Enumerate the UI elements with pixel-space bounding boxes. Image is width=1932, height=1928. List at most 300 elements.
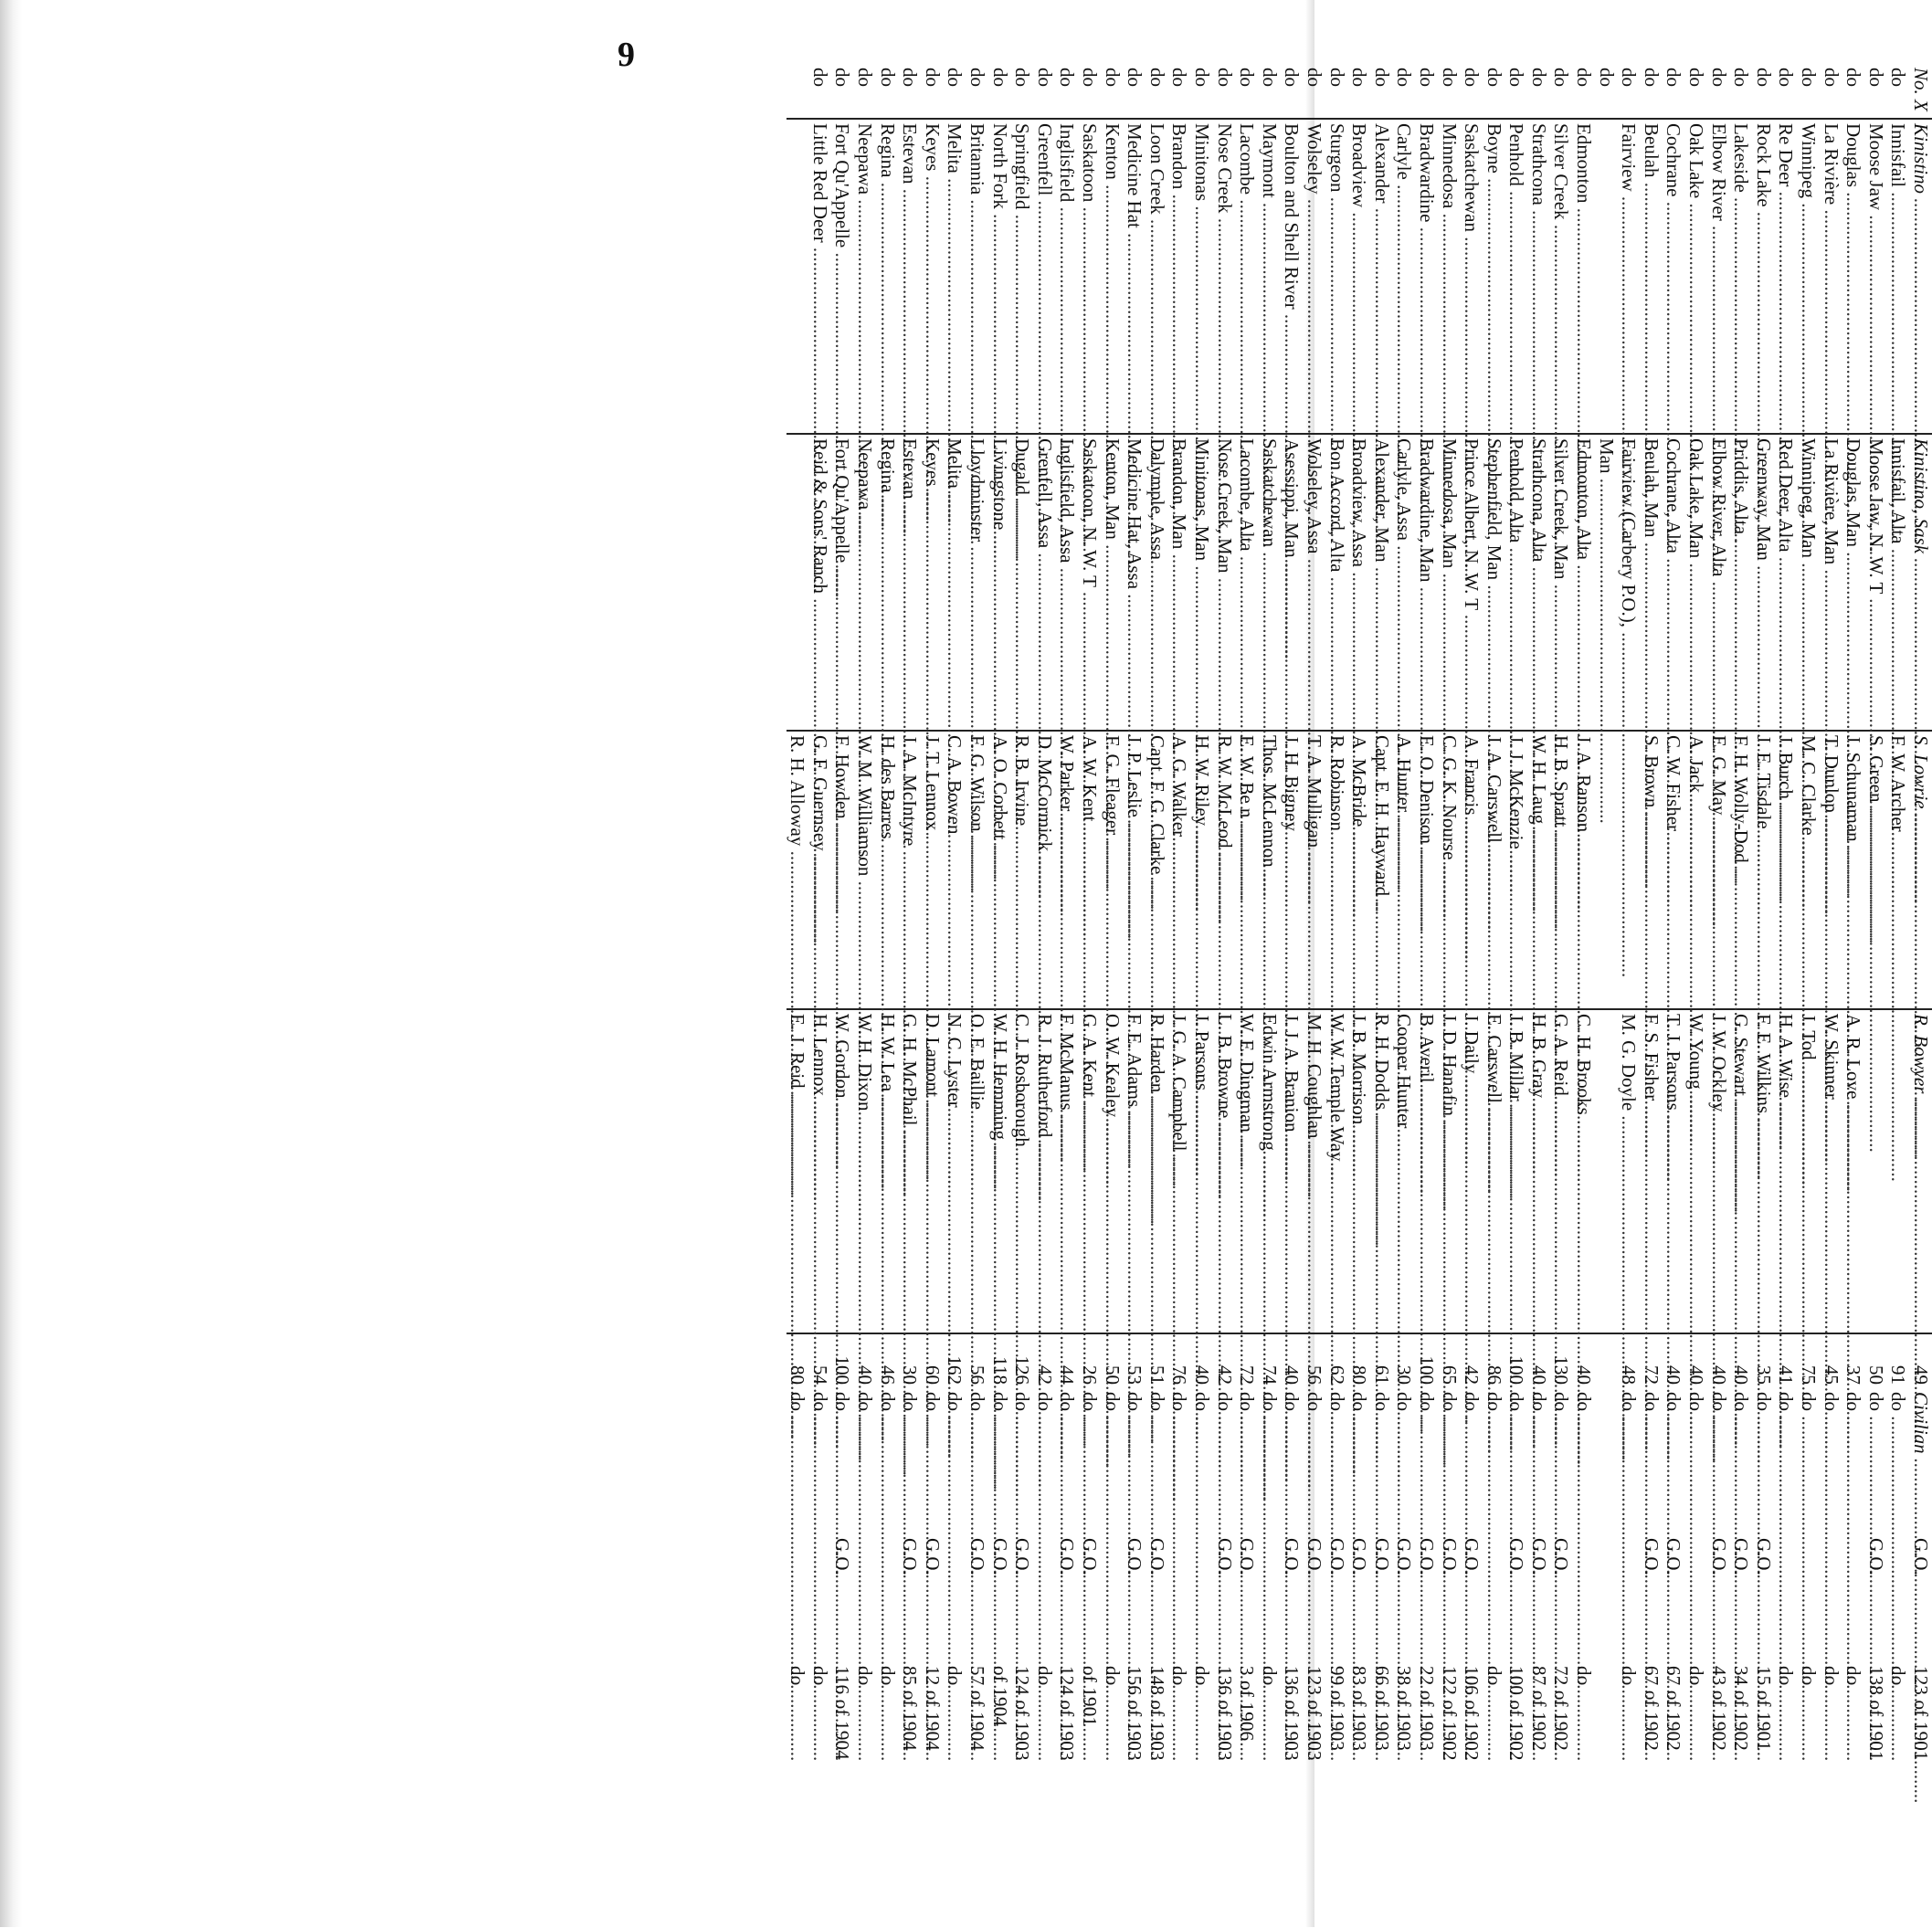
class-cell: do .....: [921, 1388, 944, 1534]
ledger-row: [1236, 64, 1259, 1927]
association-name-cell: Rock Lake .....: [1752, 119, 1775, 434]
row-number-cell: do: [1393, 68, 1416, 87]
association-name-cell: Inglisfield .....: [1056, 119, 1079, 434]
order-reference-cell: do: [854, 1666, 877, 1686]
row-number-cell: do: [944, 68, 966, 87]
class-cell: do .....: [1415, 1388, 1438, 1534]
address-cell: Lloydminster .....: [966, 434, 988, 731]
member-count-cell: 56: [966, 1333, 988, 1388]
row-number-cell: do: [1864, 68, 1887, 87]
ledger-row: [1438, 64, 1461, 1927]
representative-cell: A. Jack .....: [1684, 731, 1707, 1009]
ledger-row: [1887, 64, 1910, 1927]
association-name-cell: Neepawa .....: [854, 119, 877, 434]
order-reference-cell: do: [1887, 1666, 1910, 1686]
association-name-cell: Fort Qu'Appelle .....: [831, 119, 854, 434]
association-name-cell: Boulton and Shell River .....: [1281, 119, 1304, 434]
association-name-cell: Wolseley .....: [1303, 119, 1325, 434]
order-reference-cell: 124 of 1903: [1056, 1666, 1079, 1761]
member-count-cell: [1595, 1333, 1618, 1388]
row-number-cell: do: [1752, 68, 1775, 87]
order-reference-cell: 38 of 1903: [1393, 1666, 1416, 1751]
class-cell: do .....: [1842, 1388, 1865, 1534]
association-name-cell: Keyes .....: [921, 119, 944, 434]
class-cell: do .....: [1348, 1388, 1371, 1534]
ledger-row: [944, 64, 966, 1927]
association-name-cell: Medicine Hat .....: [1124, 119, 1146, 434]
class-cell: do .....: [966, 1388, 988, 1534]
ledger-body: [787, 64, 1932, 1927]
row-number-cell: do: [1730, 68, 1753, 87]
class-cell: do .....: [1483, 1388, 1505, 1534]
class-cell: do .....: [1820, 1388, 1842, 1534]
order-reference-cell: 138 of 1901: [1864, 1666, 1887, 1761]
address-cell: Prince Albert, N. W. T .....: [1461, 434, 1483, 731]
member-count-cell: 40: [1190, 1333, 1213, 1388]
address-cell: Saskatoon, N. W. T .....: [1078, 434, 1101, 731]
ledger-row: [1213, 64, 1236, 1927]
order-reference-cell: [1595, 1662, 1618, 1927]
row-number-cell: do: [966, 68, 989, 87]
authority-cell: G.O.: [1864, 1538, 1887, 1575]
class-cell: do .....: [1078, 1388, 1101, 1534]
order-reference-cell: do: [1820, 1666, 1842, 1686]
member-count-cell: 130: [1550, 1333, 1573, 1388]
address-cell: Penhold, Alta .....: [1505, 434, 1528, 731]
secretary-cell: D. Lamont .....: [921, 1009, 944, 1333]
secretary-cell: F. McManus .....: [1056, 1009, 1079, 1333]
secretary-cell: J. Parsons .....: [1190, 1009, 1213, 1333]
row-number-cell: do: [831, 68, 854, 87]
member-count-cell: 86: [1483, 1333, 1505, 1388]
ledger-row: [1663, 64, 1685, 1927]
representative-cell: F. Howden .....: [831, 731, 854, 1009]
row-number-cell: do: [1618, 68, 1641, 87]
order-reference-cell: 3 of 1906: [1236, 1666, 1259, 1742]
association-name-cell: Silver Creek .....: [1550, 119, 1573, 434]
order-reference-cell: do: [1573, 1666, 1596, 1686]
ledger-row: [1775, 64, 1798, 1927]
ledger-row: [1415, 64, 1438, 1927]
row-number-cell: do: [988, 68, 1011, 87]
authority-cell: G.O.: [1910, 1538, 1932, 1575]
member-count-cell: 49: [1909, 1333, 1932, 1388]
representative-cell: W. H. Laug .....: [1527, 731, 1550, 1009]
secretary-cell: A. R. Love .....: [1842, 1009, 1865, 1333]
order-reference-cell: do: [1798, 1666, 1821, 1686]
row-number-cell: [787, 64, 809, 119]
row-number-cell: do: [1101, 68, 1124, 87]
address-cell: Strathcona, Alta .....: [1527, 434, 1550, 731]
secretary-cell: G. A. Kent .....: [1078, 1009, 1101, 1333]
authority-cell: G.O.: [921, 1538, 944, 1575]
secretary-cell: T. J. Parsons .....: [1663, 1009, 1685, 1333]
order-reference-cell: 148 of 1903: [1145, 1666, 1168, 1761]
member-count-cell: 40: [1663, 1333, 1685, 1388]
row-number-cell: do: [876, 68, 899, 87]
row-number-cell: do: [1258, 68, 1281, 87]
order-reference-cell: do: [808, 1666, 831, 1686]
row-number-cell: do: [1663, 68, 1685, 87]
member-count-cell: 40: [1527, 1333, 1550, 1388]
authority-cell: G.O.: [1213, 1538, 1236, 1575]
address-cell: Broadview, Assa .....: [1348, 434, 1371, 731]
order-reference-cell: do: [1842, 1666, 1865, 1686]
member-count-cell: 74: [1258, 1333, 1281, 1388]
class-cell: do .....: [1303, 1388, 1325, 1534]
class-cell: do .....: [1236, 1388, 1259, 1534]
row-number-cell: do: [921, 68, 944, 87]
member-count-cell: 72: [1640, 1333, 1663, 1388]
secretary-cell: J. Tod .....: [1797, 1009, 1820, 1333]
secretary-cell: [1595, 1009, 1618, 1333]
authority-cell: G.O.: [1730, 1538, 1753, 1575]
ledger-row: [1618, 64, 1641, 1927]
class-cell: do .....: [1101, 1388, 1124, 1534]
row-number-cell: do: [1483, 68, 1505, 87]
row-number-cell: do: [1281, 68, 1304, 87]
member-count-cell: 76: [1168, 1333, 1191, 1388]
address-cell: Melita .....: [944, 434, 966, 731]
authority-cell: G.O.: [1415, 1538, 1438, 1575]
address-cell: Edmonton, Alta .....: [1573, 434, 1596, 731]
secretary-cell: W. Young .....: [1684, 1009, 1707, 1333]
address-cell: Elbow River, Alta .....: [1707, 434, 1730, 731]
order-reference-cell: 67 of 1902: [1663, 1666, 1685, 1751]
member-count-cell: 100: [1505, 1333, 1528, 1388]
association-name-cell: Saskatoon .....: [1078, 119, 1101, 434]
class-cell: do .....: [1281, 1388, 1304, 1534]
representative-cell: S. Green .....: [1864, 731, 1887, 1009]
ledger-row: [1168, 64, 1191, 1927]
association-name-cell: Minitonas .....: [1190, 119, 1213, 434]
address-cell: Wolseley, Assa .....: [1303, 434, 1325, 731]
authority-cell: [1595, 1534, 1618, 1662]
secretary-cell: C. J. Rosborough .....: [1011, 1009, 1034, 1333]
row-number-cell: do: [1303, 68, 1325, 87]
representative-cell: A. O. Corbett .....: [988, 731, 1011, 1009]
order-reference-cell: do: [944, 1666, 966, 1686]
ledger-row: [808, 64, 831, 1927]
member-count-cell: 30: [1393, 1333, 1416, 1388]
member-count-cell: 42: [1033, 1333, 1056, 1388]
address-cell: Moose Jaw, N. W. T .....: [1864, 434, 1887, 731]
order-reference-cell: 156 of 1903: [1124, 1666, 1146, 1761]
order-reference-cell: 72 of 1902: [1550, 1666, 1573, 1751]
member-count-cell: 26: [1078, 1333, 1101, 1388]
order-reference-cell: 122 of 1902: [1438, 1666, 1461, 1761]
secretary-cell: H. A. Wise .....: [1775, 1009, 1798, 1333]
authority-cell: G.O.: [1145, 1538, 1168, 1575]
secretary-cell: G. H. McPhail .....: [899, 1009, 922, 1333]
class-cell: do .....: [1618, 1388, 1641, 1534]
representative-cell: J. E. Tisdale .....: [1752, 731, 1775, 1009]
representative-cell: C. G. K. Nourse .....: [1438, 731, 1461, 1009]
member-count-cell: 40: [1281, 1333, 1304, 1388]
secretary-cell: N. C. Lyster .....: [944, 1009, 966, 1333]
representative-cell: F. W. Archer .....: [1887, 731, 1910, 1009]
order-reference-cell: 57 of 1904: [966, 1666, 989, 1751]
row-number-cell: do: [1370, 68, 1393, 87]
member-count-cell: 56: [1303, 1333, 1325, 1388]
class-cell: do .....: [1124, 1388, 1146, 1534]
association-name-cell: [787, 119, 809, 434]
ledger-row: [1684, 64, 1707, 1927]
row-number-cell: do: [1168, 68, 1191, 87]
order-reference-cell: do: [1483, 1666, 1505, 1686]
class-cell: do .....: [944, 1388, 966, 1534]
member-count-cell: 40: [854, 1333, 877, 1388]
row-number-cell: do: [1842, 68, 1865, 87]
representative-cell: R. H. Alloway .....: [787, 731, 809, 1009]
order-reference-cell: do: [1618, 1666, 1641, 1686]
authority-cell: G.O.: [1527, 1538, 1550, 1575]
order-reference-cell: do: [1168, 1666, 1191, 1686]
secretary-cell: F. E. Wilkins .....: [1752, 1009, 1775, 1333]
representative-cell: Capt. F. G. Clarke .....: [1145, 731, 1168, 1009]
representative-cell: H. des Barres .....: [876, 731, 899, 1009]
representative-cell: D. McCormick .....: [1033, 731, 1056, 1009]
row-number-cell: do: [899, 68, 922, 87]
representative-cell: A. Francis .....: [1461, 731, 1483, 1009]
association-name-cell: Elbow River .....: [1707, 119, 1730, 434]
secretary-cell: J. G. A. Campbell .....: [1168, 1009, 1191, 1333]
authority-cell: G.O.: [966, 1538, 989, 1575]
association-name-cell: Kinistino .....: [1909, 119, 1932, 434]
secretary-cell: W. H. Hemming .....: [988, 1009, 1011, 1333]
secretary-cell: B. Averil .....: [1415, 1009, 1438, 1333]
order-reference-cell: 123 of 1903: [1303, 1666, 1325, 1761]
class-cell: do .....: [808, 1388, 831, 1534]
ledger-row: [1752, 64, 1775, 1927]
class-cell: do .....: [1707, 1388, 1730, 1534]
class-cell: do .....: [787, 1388, 809, 1534]
representative-cell: A. G. Walker .....: [1168, 731, 1191, 1009]
member-count-cell: 91: [1887, 1333, 1910, 1388]
order-reference-cell: 100 of 1902: [1505, 1666, 1528, 1761]
order-reference-cell: of 1904: [988, 1666, 1011, 1727]
order-reference-cell: do: [787, 1666, 809, 1686]
row-number-cell: do: [1527, 68, 1550, 87]
association-name-cell: Fairview .....: [1618, 119, 1641, 434]
order-reference-cell: 124 of 1903: [1011, 1666, 1034, 1761]
secretary-cell: M. G. Doyle .....: [1618, 1009, 1641, 1333]
row-number-cell: do: [1348, 68, 1371, 87]
row-number-cell: do: [1325, 68, 1348, 87]
association-name-cell: Little Red Deer .....: [808, 119, 831, 434]
order-reference-cell: 106 of 1902: [1461, 1666, 1483, 1761]
ledger-row: [1909, 64, 1932, 1927]
class-cell: do .....: [988, 1388, 1011, 1534]
order-reference-cell: do: [1101, 1666, 1124, 1686]
ledger-row: [1145, 64, 1168, 1927]
member-count-cell: 35: [1752, 1333, 1775, 1388]
order-reference-cell: do: [1033, 1666, 1056, 1686]
ledger-row: [1056, 64, 1079, 1927]
address-cell: Kenton, Man .....: [1101, 434, 1124, 731]
representative-cell: M. C. Clarke .....: [1797, 731, 1820, 1009]
order-reference-cell: 136 of 1903: [1213, 1666, 1236, 1761]
authority-cell: G.O.: [899, 1538, 922, 1575]
row-number-cell: do: [1415, 68, 1438, 87]
member-count-cell: 80: [1348, 1333, 1371, 1388]
authority-cell: G.O.: [988, 1538, 1011, 1575]
address-cell: Reid & Sons' Ranch .....: [808, 434, 831, 731]
representative-cell: E. G. May .....: [1707, 731, 1730, 1009]
member-count-cell: 118: [988, 1333, 1011, 1388]
row-number-cell: do: [1461, 68, 1483, 87]
representative-cell: H. W. Riley .....: [1190, 731, 1213, 1009]
secretary-cell: C. H. Brooks .....: [1573, 1009, 1596, 1333]
scan-left-edge: [0, 0, 22, 1927]
secretary-cell: Cooper Hunter .....: [1393, 1009, 1416, 1333]
class-cell: Civilian .....: [1909, 1388, 1932, 1534]
address-cell: Keyes .....: [921, 434, 944, 731]
address-cell: Innisfail, Alta .....: [1887, 434, 1910, 731]
association-name-cell: Maymont .....: [1258, 119, 1281, 434]
row-number-cell: do: [1775, 68, 1798, 87]
authority-cell: G.O.: [1752, 1538, 1775, 1575]
class-cell: do .....: [1325, 1388, 1348, 1534]
ledger-row: [1258, 64, 1281, 1927]
member-count-cell: 37: [1842, 1333, 1865, 1388]
member-count-cell: 51: [1145, 1333, 1168, 1388]
class-cell: do .....: [831, 1388, 854, 1534]
order-reference-cell: 22 of 1903: [1415, 1666, 1438, 1751]
secretary-cell: W. Gordon .....: [831, 1009, 854, 1333]
association-name-cell: Melita .....: [944, 119, 966, 434]
order-reference-cell: 87 of 1902: [1527, 1666, 1550, 1751]
ledger-row: [1393, 64, 1416, 1927]
ledger-row: [1505, 64, 1528, 1927]
class-cell: do .....: [1213, 1388, 1236, 1534]
association-name-cell: Winnipeg .....: [1797, 119, 1820, 434]
ledger-row: [831, 64, 854, 1927]
row-number-cell: do: [1798, 68, 1821, 87]
ledger-row: [1483, 64, 1505, 1927]
secretary-cell: W. W. Temple Way .....: [1325, 1009, 1348, 1333]
authority-cell: G.O.: [1370, 1538, 1393, 1575]
address-cell: Livingstone .....: [988, 434, 1011, 731]
representative-cell: C. A. Bowen .....: [944, 731, 966, 1009]
class-cell: do .....: [1393, 1388, 1416, 1534]
class-cell: do .....: [1640, 1388, 1663, 1534]
member-count-cell: 100: [1415, 1333, 1438, 1388]
class-cell: do .....: [1190, 1388, 1213, 1534]
order-reference-cell: 12 of 1904: [921, 1666, 944, 1751]
address-cell: Saskatchewan .....: [1258, 434, 1281, 731]
association-name-cell: Springfield .....: [1011, 119, 1034, 434]
member-count-cell: 40: [1573, 1333, 1596, 1388]
ledger-row: [1550, 64, 1573, 1927]
class-cell: do .....: [1752, 1388, 1775, 1534]
class-cell: do .....: [1505, 1388, 1528, 1534]
authority-cell: G.O.: [1438, 1538, 1461, 1575]
ledger-row: [1370, 64, 1393, 1927]
class-cell: do .....: [1461, 1388, 1483, 1534]
address-cell: Lacombe, Alta .....: [1236, 434, 1259, 731]
ledger-table: [787, 64, 1932, 1928]
order-reference-cell: 67 of 1902: [1640, 1666, 1663, 1751]
secretary-cell: F. E. Adams .....: [1124, 1009, 1146, 1333]
secretary-cell: W. Skinner .....: [1820, 1009, 1842, 1333]
representative-cell: A. McBride .....: [1348, 731, 1371, 1009]
address-cell: Bon Accord, Alta .....: [1325, 434, 1348, 731]
representative-cell: F. G. Fleager .....: [1101, 731, 1124, 1009]
member-count-cell: 44: [1056, 1333, 1079, 1388]
representative-cell: J. A. McIntyre .....: [899, 731, 922, 1009]
member-count-cell: 80: [787, 1333, 809, 1388]
association-name-cell: Oak Lake .....: [1684, 119, 1707, 434]
representative-cell: J. A. Ranson .....: [1573, 731, 1596, 1009]
member-count-cell: 42: [1213, 1333, 1236, 1388]
row-number-cell: do: [1685, 68, 1708, 87]
order-reference-cell: 123 of 1901: [1910, 1666, 1932, 1761]
class-cell: do .....: [876, 1388, 899, 1534]
authority-cell: G.O.: [831, 1538, 854, 1575]
secretary-cell: J. D. Hanafin .....: [1438, 1009, 1461, 1333]
representative-cell: J. P. Leslie .....: [1124, 731, 1146, 1009]
address-cell: Kinistino, Sask .....: [1909, 434, 1932, 731]
representative-cell: A. W. Kent .....: [1078, 731, 1101, 1009]
authority-cell: G.O.: [1393, 1538, 1416, 1575]
address-cell: Beulah, Man .....: [1640, 434, 1663, 731]
ledger-row: [1281, 64, 1304, 1927]
row-number-cell: do: [854, 68, 877, 87]
ledger-row: [1325, 64, 1348, 1927]
association-name-cell: Kenton .....: [1101, 119, 1124, 434]
member-count-cell: 30: [899, 1333, 922, 1388]
member-count-cell: 126: [1011, 1333, 1034, 1388]
row-number-cell: do: [1236, 68, 1259, 87]
row-number-cell: do: [1213, 68, 1236, 87]
representative-cell: W. M. Williamson .....: [854, 731, 877, 1009]
member-count-cell: 41: [1775, 1333, 1798, 1388]
member-count-cell: 72: [1236, 1333, 1259, 1388]
address-cell: Man .....: [1595, 434, 1618, 731]
class-cell: do .....: [1573, 1388, 1596, 1534]
row-number-cell: do: [1438, 68, 1461, 87]
association-name-cell: Bradwardine .....: [1415, 119, 1438, 434]
row-number-cell: do: [1033, 68, 1056, 87]
class-cell: do .....: [1550, 1388, 1573, 1534]
secretary-cell: R. H. Dodds .....: [1370, 1009, 1393, 1333]
address-cell: Minitonas, Man .....: [1190, 434, 1213, 731]
ledger-row: [1348, 64, 1371, 1927]
address-cell: Bradwardine, Man .....: [1415, 434, 1438, 731]
secretary-cell: E. Carswell .....: [1483, 1009, 1505, 1333]
association-name-cell: Estevan .....: [899, 119, 922, 434]
secretary-cell: J. B. Millar .....: [1505, 1009, 1528, 1333]
row-number-cell: do: [808, 68, 831, 87]
row-number-cell: do: [1550, 68, 1573, 87]
member-count-cell: 42: [1461, 1333, 1483, 1388]
authority-cell: G.O.: [1124, 1538, 1146, 1575]
association-name-cell: Edmonton .....: [1573, 119, 1596, 434]
order-reference-cell: do: [876, 1666, 899, 1686]
authority-cell: G.O.: [1640, 1538, 1663, 1575]
ledger-row: [988, 64, 1011, 1927]
order-reference-cell: do: [1258, 1666, 1281, 1686]
class-cell: do .....: [854, 1388, 877, 1534]
address-cell: Red Deer, Alta .....: [1775, 434, 1798, 731]
ledger-row: [1864, 64, 1887, 1927]
authority-cell: G.O.: [1348, 1538, 1371, 1575]
member-count-cell: 40: [1707, 1333, 1730, 1388]
member-count-cell: 53: [1124, 1333, 1146, 1388]
address-cell: Regina .....: [876, 434, 899, 731]
secretary-cell: O. W. Kealey .....: [1101, 1009, 1124, 1333]
